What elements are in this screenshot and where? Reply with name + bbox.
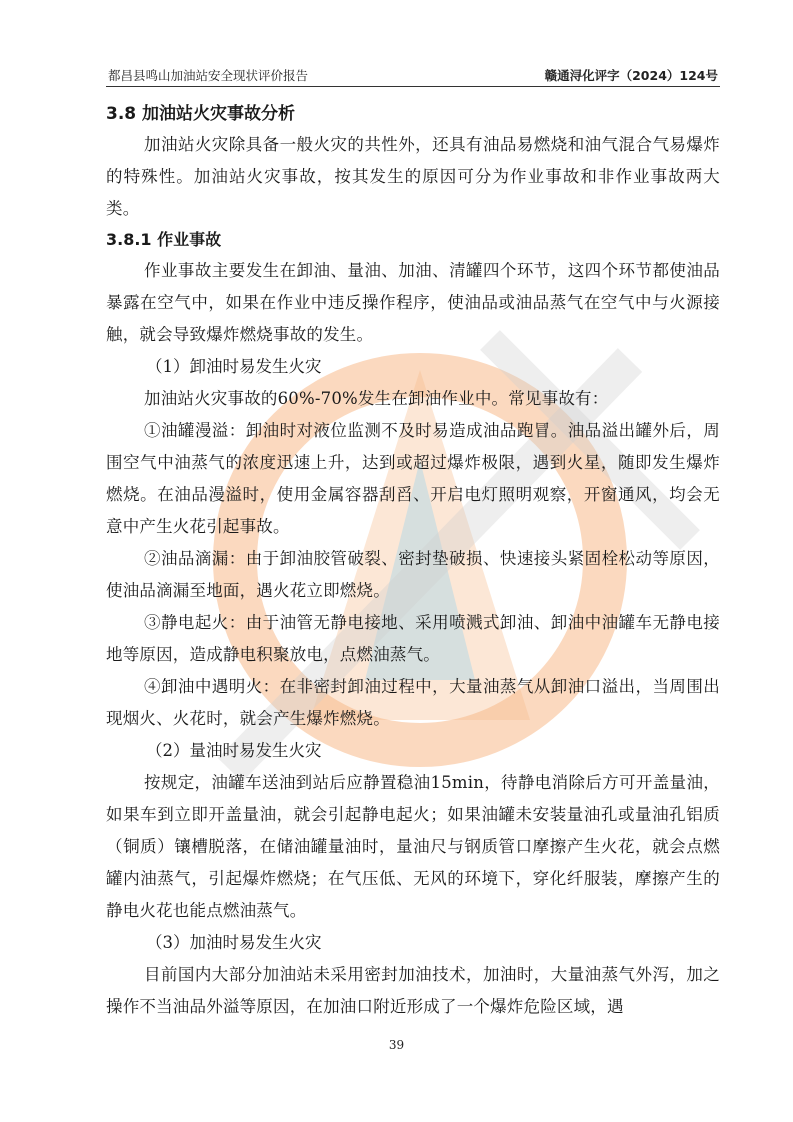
subsection-heading: 3.8.1 作业事故 bbox=[106, 230, 222, 249]
page-header bbox=[108, 66, 718, 86]
section-intro-paragraph: 加油站火灾除具备一般火灾的共性外，还具有油品易燃烧和油气混合气易爆炸的特殊性。加油站火灾事故，按其发生的原因可分为作业事故和非作业事故两大类。 bbox=[106, 135, 720, 218]
item-1-paragraph-1: ①油罐漫溢：卸油时对液位监测不及时易造成油品跑冒。油品溢出罐外后，周围空气中油蒸气的浓度迅速上升，达到或超过爆炸极限，遇到火星，随即发生爆炸燃烧。在油品漫溢时，使用金属容器刮舀、开启电灯照明观察，开窗通风，均会无意中产生火花引起事故。 bbox=[106, 421, 720, 536]
item-3-paragraph-1: 目前国内大部分加油站未采用密封加油技术，加油时，大量油蒸气外泻，加之操作不当油品外溢等原因，在加油口附近形成了一个爆炸危险区域，遇 bbox=[106, 965, 720, 1016]
page-number: 39 bbox=[388, 1038, 405, 1052]
item-1-title: （1）卸油时易发生火灾 bbox=[146, 357, 322, 376]
item-1-paragraph-2: ②油品滴漏：由于卸油胶管破裂、密封垫破损、快速接头紧固栓松动等原因，使油品滴漏至地面，遇火花立即燃烧。 bbox=[106, 549, 720, 600]
subsection-intro-paragraph: 作业事故主要发生在卸油、量油、加油、清罐四个环节，这四个环节都使油品暴露在空气中，如果在作业中违反操作程序，使油品或油品蒸气在空气中与火源接触，就会导致爆炸燃烧事故的发生。 bbox=[106, 261, 720, 344]
header-divider bbox=[106, 86, 720, 87]
section-heading: 3.8 加油站火灾事故分析 bbox=[106, 104, 296, 124]
item-1-intro: 加油站火灾事故的60%-70%发生在卸油作业中。常见事故有： bbox=[144, 389, 609, 408]
item-1-paragraph-3: ③静电起火：由于油管无静电接地、采用喷溅式卸油、卸油中油罐车无静电接地等原因，造成静电积聚放电，点燃油蒸气。 bbox=[106, 613, 720, 664]
report-number: 赣通浔化评字（2024）124号 bbox=[544, 68, 718, 83]
item-2-title: （2）量油时易发生火灾 bbox=[146, 741, 322, 760]
report-title: 都昌县鸣山加油站安全现状评价报告 bbox=[108, 68, 309, 83]
item-1-paragraph-4: ④卸油中遇明火：在非密封卸油过程中，大量油蒸气从卸油口溢出，当周围出现烟火、火花时，就会产生爆炸燃烧。 bbox=[106, 677, 720, 728]
page-body bbox=[106, 99, 720, 1023]
item-3-title: （3）加油时易发生火灾 bbox=[146, 933, 322, 952]
item-2-paragraph-1: 按规定，油罐车送油到站后应静置稳油15min，待静电消除后方可开盖量油，如果车到立即开盖量油，就会引起静电起火；如果油罐未安装量油孔或量油孔铝质（铜质）镶槽脱落，在储油罐量油时，量油尺与钢质管口摩擦产生火花，就会点燃罐内油蒸气，引起爆炸燃烧；在气压低、无风的环境下，穿化纤服装，摩擦产生的静电火花也能点燃油蒸气。 bbox=[106, 773, 720, 920]
